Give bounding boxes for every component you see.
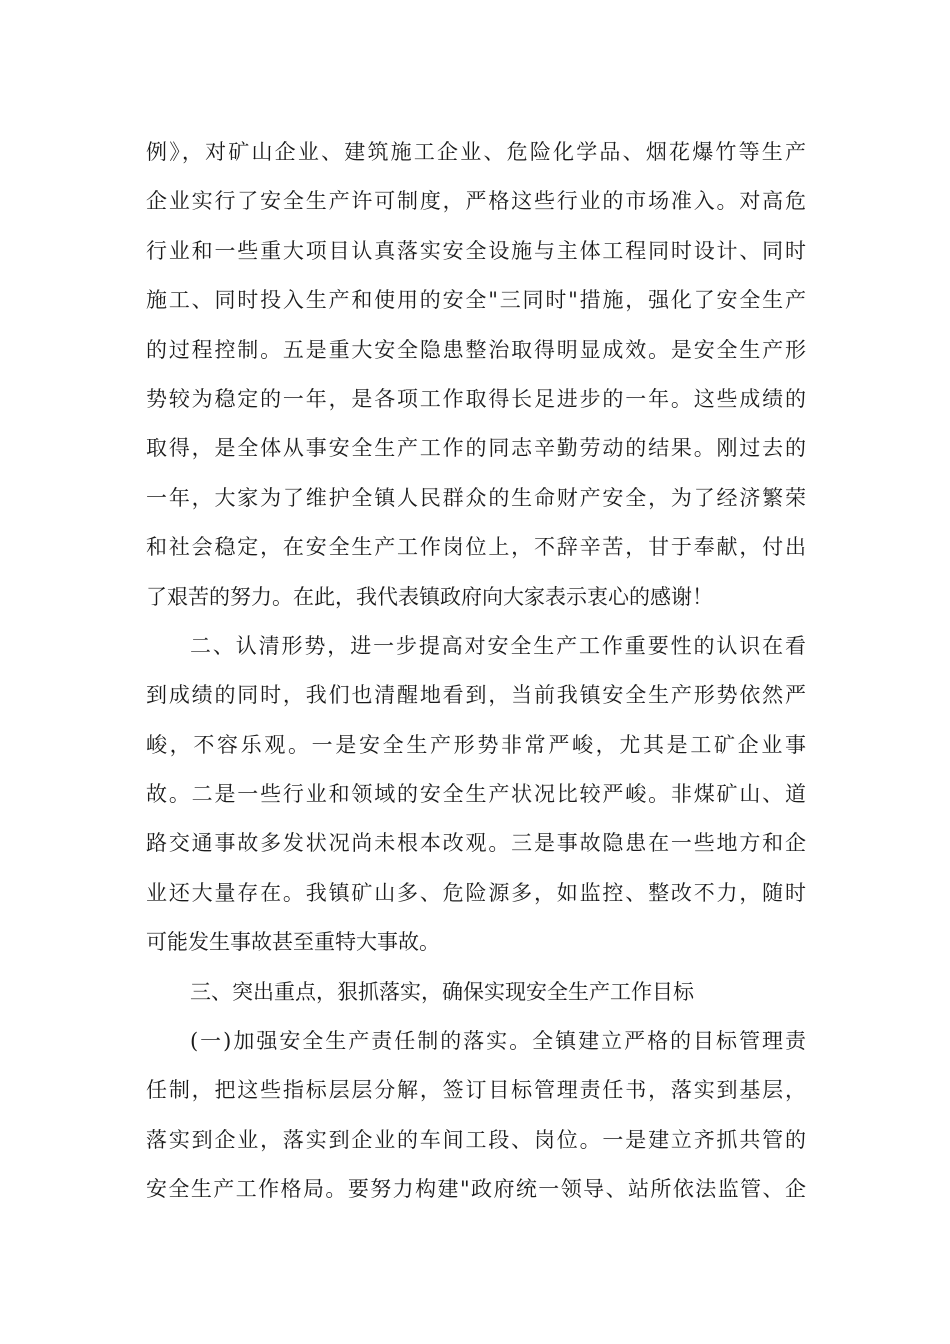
text-line: 一年，大家为了维护全镇人民群众的生命财产安全，为了经济繁荣 (146, 485, 806, 510)
text-line: 峻，不容乐观。一是安全生产形势非常严峻，尤其是工矿企业事 (146, 732, 806, 757)
text-line: 任制，把这些指标层层分解，签订目标管理责任书，落实到基层， (146, 1078, 806, 1103)
text-line: 落实到企业，落实到企业的车间工段、岗位。一是建立齐抓共管的 (146, 1127, 806, 1152)
text-line: 施工、同时投入生产和使用的安全"三同时"措施，强化了安全生产 (146, 288, 806, 313)
text-line: 安全生产工作格局。要努力构建"政府统一领导、站所依法监管、企 (146, 1177, 806, 1202)
subsection-1: (一)加强安全生产责任制的落实。全镇建立严格的目标管理责 (190, 1029, 806, 1054)
section-heading-3: 三、突出重点，狠抓落实，确保实现安全生产工作目标 (190, 979, 694, 1004)
text-line: 和社会稳定，在安全生产工作岗位上，不辞辛苦，甘于奉献，付出 (146, 535, 806, 560)
text-line: 行业和一些重大项目认真落实安全设施与主体工程同时设计、同时 (146, 238, 806, 263)
text-line: 故。二是一些行业和领域的安全生产状况比较严峻。非煤矿山、道 (146, 782, 806, 807)
section-heading-2: 二、认清形势，进一步提高对安全生产工作重要性的认识在看 (190, 633, 806, 658)
text-line: 可能发生事故甚至重特大事故。 (146, 930, 440, 955)
text-line: 业还大量存在。我镇矿山多、危险源多，如监控、整改不力，随时 (146, 880, 806, 905)
text-line: 路交通事故多发状况尚未根本改观。三是事故隐患在一些地方和企 (146, 831, 806, 856)
text-line: 例》，对矿山企业、建筑施工企业、危险化学品、烟花爆竹等生产 (146, 140, 806, 164)
text-line: 企业实行了安全生产许可制度，严格这些行业的市场准入。对高危 (146, 189, 806, 214)
text-line: 到成绩的同时，我们也清醒地看到，当前我镇安全生产形势依然严 (146, 683, 806, 708)
body-text (146, 128, 806, 1215)
text-line: 取得，是全体从事安全生产工作的同志辛勤劳动的结果。刚过去的 (146, 436, 806, 461)
text-line: 了艰苦的努力。在此，我代表镇政府向大家表示衷心的感谢！ (146, 584, 713, 609)
text-line: 势较为稳定的一年，是各项工作取得长足进步的一年。这些成绩的 (146, 386, 806, 411)
text-line: 的过程控制。五是重大安全隐患整治取得明显成效。是安全生产形 (146, 337, 806, 362)
